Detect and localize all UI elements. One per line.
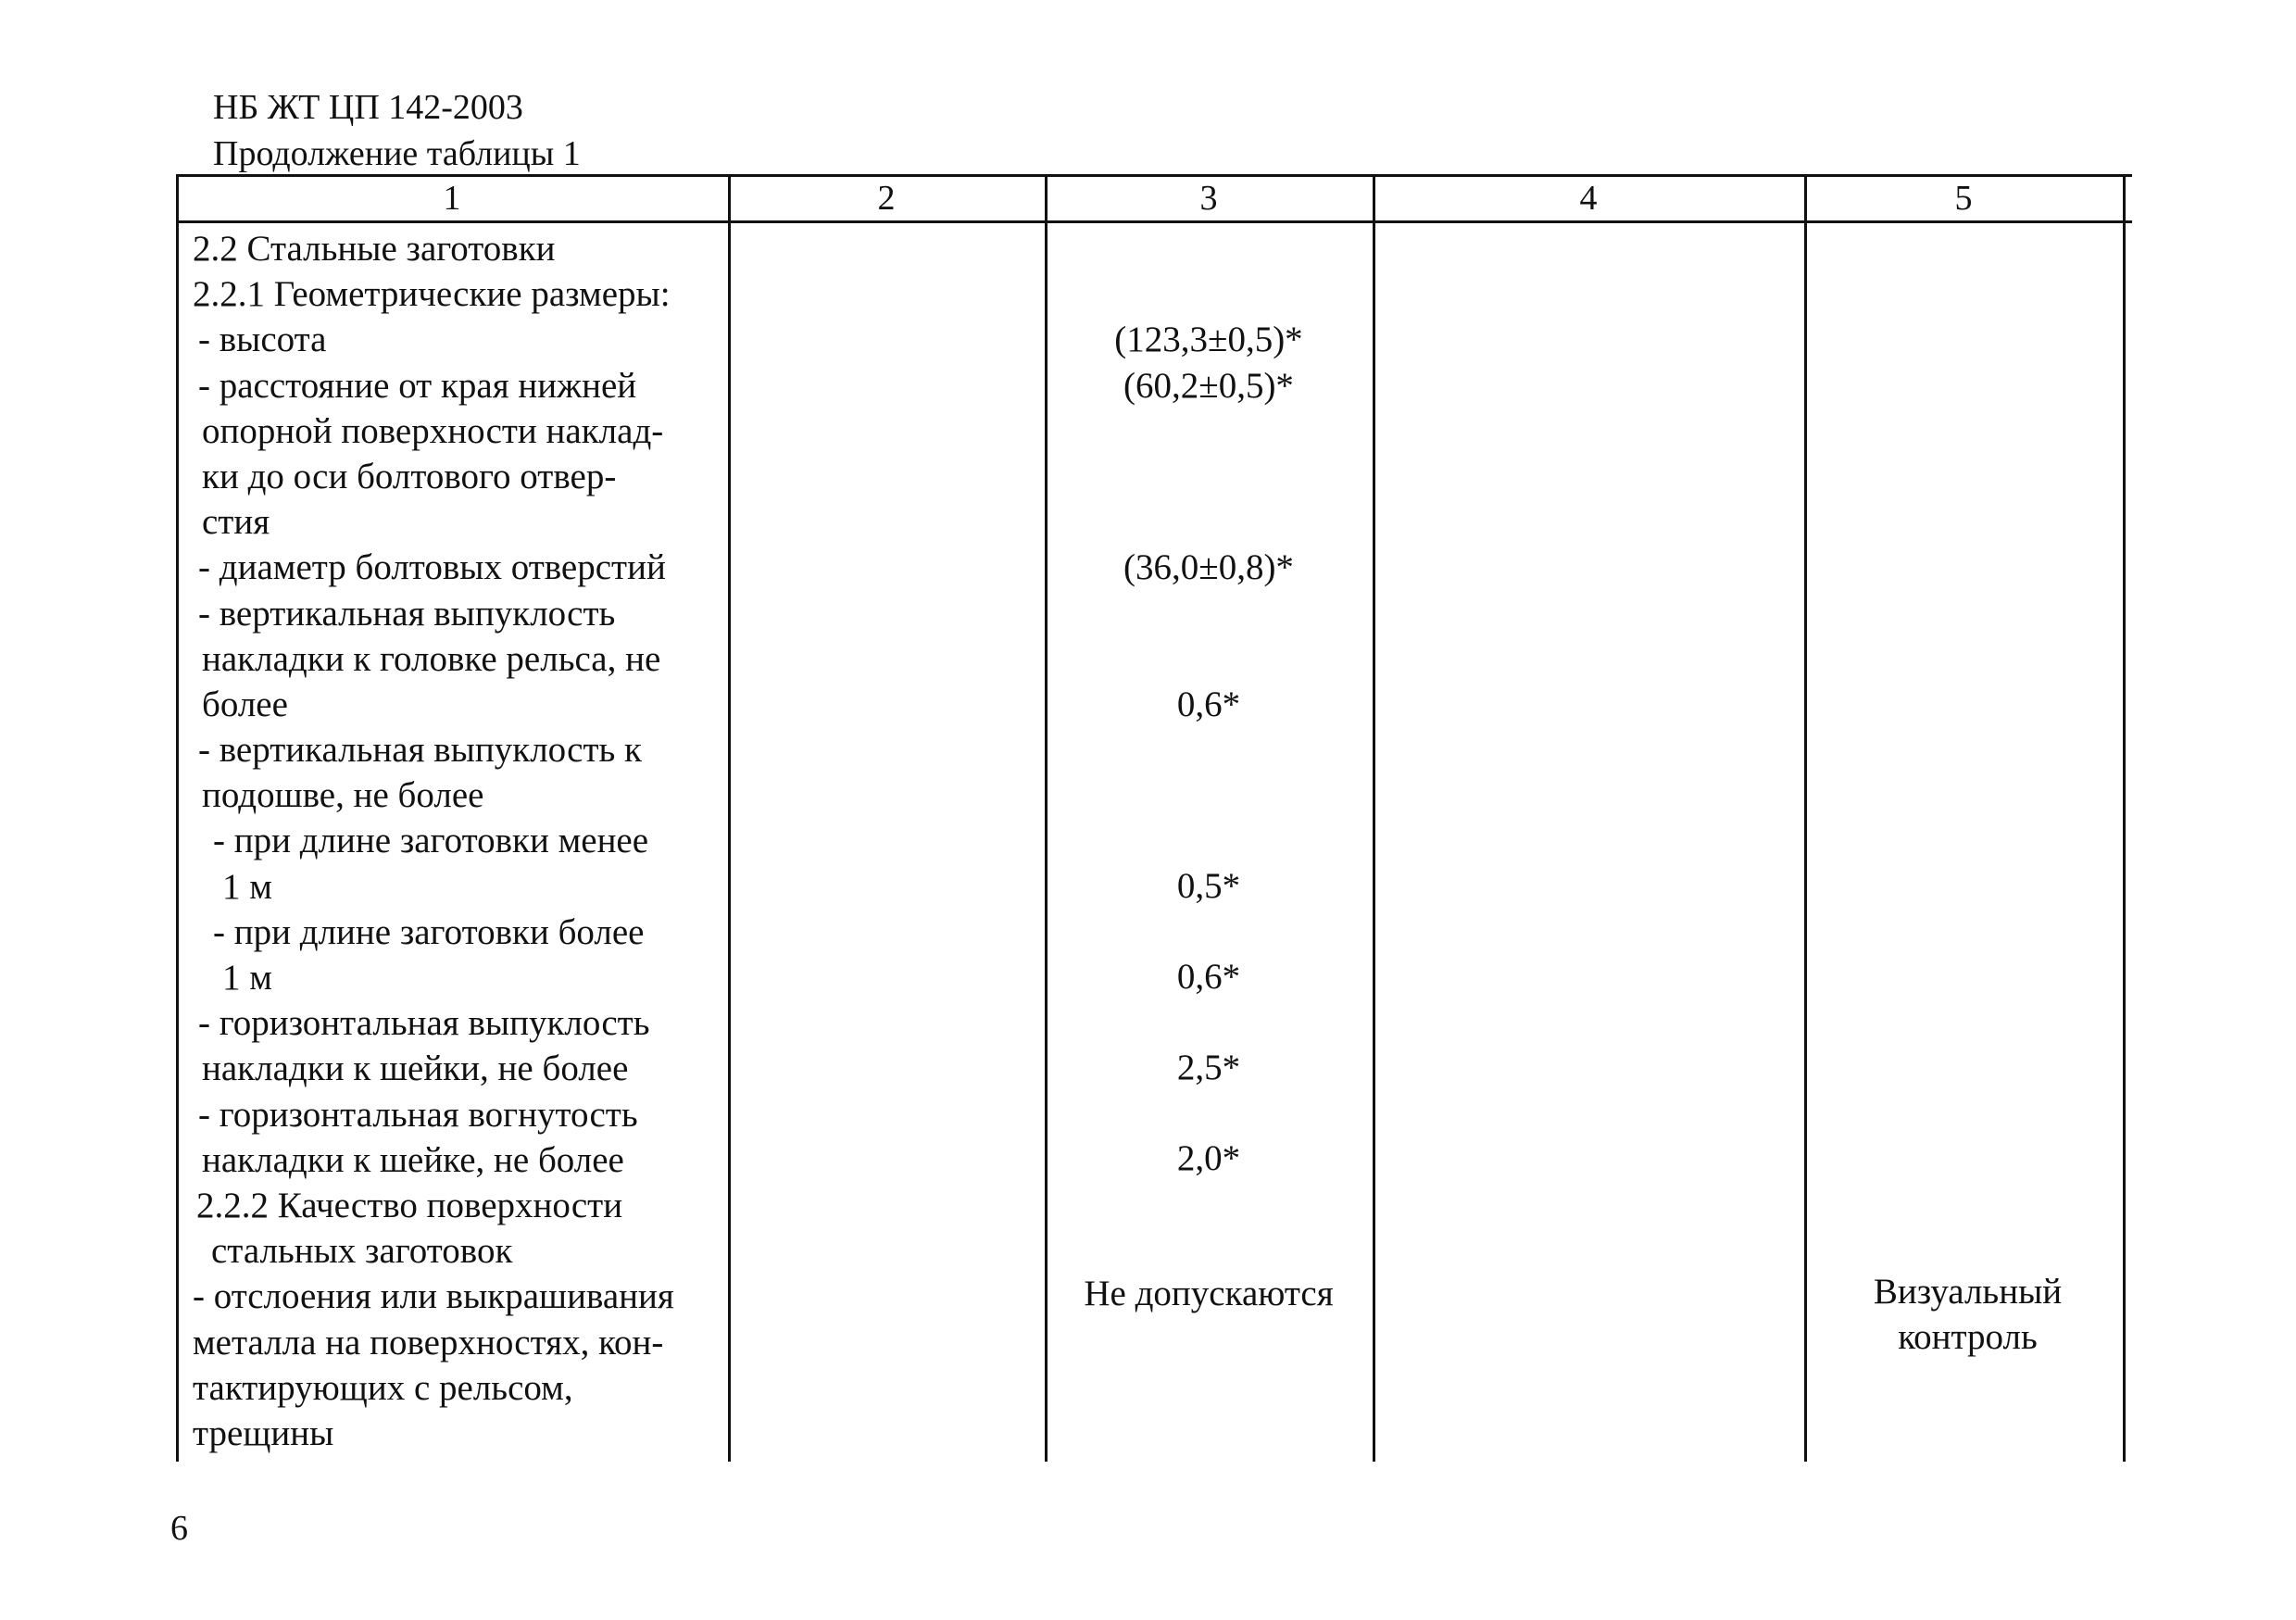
description-line: трещины (193, 1413, 334, 1453)
column-divider-1-2 (728, 174, 731, 1462)
value-sole-more-1m: 0,6* (1176, 957, 1241, 997)
value-height: (123,3±0,5)* (1114, 320, 1303, 359)
table-continuation-caption: Продолжение таблицы 1 (213, 134, 581, 173)
description-line: накладки к шейке, не более (202, 1139, 624, 1180)
parameter-description-column (193, 226, 728, 1456)
control-method-line: контроль (1898, 1317, 2038, 1357)
table-border-left (176, 174, 179, 1462)
description-line: - отслоения или выкрашивания (193, 1276, 674, 1317)
description-line: - вертикальная выпуклость (198, 593, 616, 634)
description-line: опорной поверхности наклад- (202, 410, 664, 451)
description-line: металла на поверхностях, кон- (193, 1322, 664, 1363)
table-header-divider (176, 220, 2132, 223)
value-convexity-head: 0,6* (1176, 684, 1241, 724)
description-line: более (202, 684, 288, 724)
description-line: подошве, не более (202, 775, 484, 816)
description-line: - высота (198, 320, 327, 360)
column-number-1: 1 (443, 179, 461, 218)
column-number-5: 5 (1954, 179, 1973, 218)
description-line: 2.2.2 Качество поверхности (196, 1185, 623, 1225)
description-line: - при длине заготовки менее (213, 821, 649, 861)
page-number: 6 (170, 1509, 188, 1548)
document-code: НБ ЖТ ЦП 142-2003 (213, 88, 523, 127)
column-divider-4-5 (1804, 174, 1807, 1462)
value-horizontal-concavity: 2,0* (1176, 1138, 1241, 1178)
description-line: стия (202, 502, 270, 543)
description-line: накладки к шейки, не более (202, 1049, 629, 1089)
description-line: - при длине заготовки более (213, 911, 645, 952)
column-number-3: 3 (1199, 179, 1218, 218)
description-line: ки до оси болтового отвер- (202, 456, 617, 496)
value-sole-less-1m: 0,5* (1176, 866, 1241, 906)
value-edge-distance: (60,2±0,5)* (1123, 366, 1294, 406)
value-horizontal-convexity: 2,5* (1176, 1048, 1241, 1087)
description-line: - расстояние от края нижней (198, 365, 637, 406)
value-not-allowed: Не допускаются (1084, 1274, 1334, 1313)
description-line: 1 м (222, 958, 272, 998)
column-number-4: 4 (1579, 179, 1598, 218)
description-line: - горизонтальная вогнутость (198, 1094, 638, 1135)
control-method-cell (1808, 1269, 2127, 1360)
column-divider-3-4 (1373, 174, 1375, 1462)
description-line: 1 м (222, 866, 272, 907)
description-line: 2.2 Стальные заготовки (193, 229, 556, 269)
description-line: - диаметр болтовых отверстий (198, 547, 666, 588)
value-hole-diameter: (36,0±0,8)* (1123, 547, 1294, 587)
description-line: - горизонтальная выпуклость (198, 1003, 650, 1044)
description-line: стальных заготовок (211, 1231, 513, 1272)
control-method-line: Визуальный (1873, 1272, 2063, 1312)
description-line: - вертикальная выпуклость к (198, 730, 642, 771)
description-line: накладки к головке рельса, не (202, 638, 661, 679)
column-number-2: 2 (877, 179, 896, 218)
description-line: тактирующих с рельсом, (193, 1367, 573, 1408)
description-line: 2.2.1 Геометрические размеры: (193, 274, 671, 315)
